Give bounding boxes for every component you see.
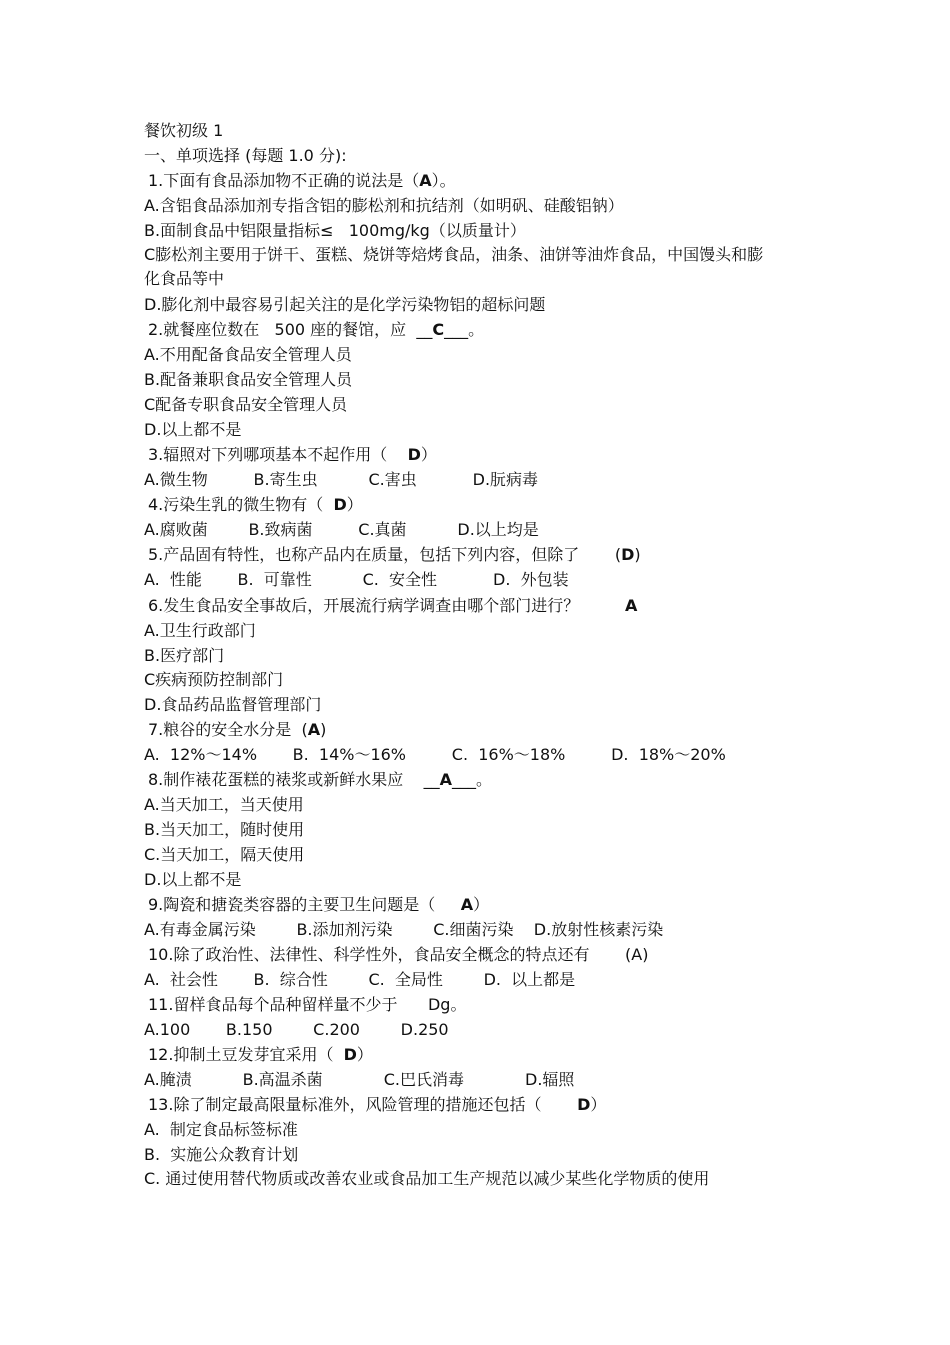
question-8 [148, 770, 492, 790]
question-stem: 5.产品固有特性，也称产品内在质量，包括下列内容，但除了 ( [148, 545, 622, 564]
question-12 [148, 1045, 373, 1065]
answer-mark: D [621, 545, 635, 564]
question-tail: ) [634, 545, 641, 564]
question-tail: ）。 [431, 171, 456, 190]
answer-mark: A [625, 596, 638, 615]
answer-mark: A [419, 171, 432, 190]
question-stem: 8.制作裱花蛋糕的裱浆或新鲜水果应 __ [148, 770, 440, 789]
option-line: A. 性能 B. 可靠性 C. 安全性 D. 外包装 [144, 570, 569, 589]
option-line: C疾病预防控制部门 [144, 670, 284, 689]
question-tail: ） [420, 445, 437, 464]
option-line: A.含铝食品添加剂专指含铝的膨松剂和抗结剂（如明矾、硅酸铝钠） [144, 196, 624, 215]
question-7 [148, 720, 326, 740]
question-tail: ） [590, 1095, 607, 1114]
question-tail: ） [356, 1045, 373, 1064]
option-line: C膨松剂主要用于饼干、蛋糕、烧饼等焙烤食品，油条、油饼等油炸食品，中国馒头和膨化食品等中 [144, 245, 764, 288]
option-line: B.面制食品中铝限量指标≤ 100mg/kg（以质量计） [144, 221, 526, 240]
option-line: A. 12%～14% B. 14%～16% C. 16%～18% D. 18%～20% [144, 745, 726, 764]
question-5 [148, 545, 641, 565]
question-tail: ） [473, 895, 490, 914]
answer-mark: D [407, 445, 421, 464]
answer-mark: D [333, 495, 347, 514]
question-1 [148, 171, 456, 191]
option-line: A.100 B.150 C.200 D.250 [144, 1020, 449, 1039]
option-line: C. 通过使用替代物质或改善农业或食品加工生产规范以减少某些化学物质的使用 [144, 1169, 710, 1188]
section-heading: 一、单项选择 (每题 1.0 分): [144, 146, 347, 165]
option-line: D.以上都不是 [144, 870, 242, 889]
option-line: A.不用配备食品安全管理人员 [144, 345, 352, 364]
option-line: B. 实施公众教育计划 [144, 1145, 299, 1164]
question-stem: 12.抑制土豆发芽宜采用（ [148, 1045, 344, 1064]
option-line: A.有毒金属污染 B.添加剂污染 C.细菌污染 D.放射性核素污染 [144, 920, 664, 939]
answer-mark: C [432, 320, 445, 339]
option-line: A. 社会性 B. 综合性 C. 全局性 D. 以上都是 [144, 970, 576, 989]
question-tail: ） [346, 495, 363, 514]
option-line: A. 制定食品标签标准 [144, 1120, 298, 1139]
question-6 [148, 596, 637, 616]
question-tail: ___。 [444, 320, 485, 339]
option-line: B.医疗部门 [144, 646, 225, 665]
question-3 [148, 445, 437, 465]
question-tail: ) [320, 720, 327, 739]
option-line: D.膨化剂中最容易引起关注的是化学污染物铝的超标问题 [144, 295, 546, 314]
option-line: D.以上都不是 [144, 420, 242, 439]
answer-mark: D [577, 1095, 591, 1114]
answer-mark: A [439, 770, 453, 789]
question-stem: 6.发生食品安全事故后，开展流行病学调查由哪个部门进行？ [148, 596, 626, 615]
question-stem: 4.污染生乳的微生物有（ [148, 495, 334, 514]
option-line: C配备专职食品安全管理人员 [144, 395, 348, 414]
question-stem: 7.粮谷的安全水分是 ( [148, 720, 308, 739]
option-line: A.微生物 B.寄生虫 C.害虫 D.朊病毒 [144, 470, 539, 489]
question-4 [148, 495, 363, 515]
question-9 [148, 895, 489, 915]
question-stem: 9.陶瓷和搪瓷类容器的主要卫生问题是（ [148, 895, 461, 914]
option-line: C.当天加工，隔天使用 [144, 845, 305, 864]
doc-title: 餐饮初级 1 [144, 121, 224, 140]
question-stem: 13.除了制定最高限量标准外，风险管理的措施还包括（ [148, 1095, 578, 1114]
question-tail: ___。 [452, 770, 493, 789]
option-line: A.当天加工，当天使用 [144, 795, 304, 814]
question-13 [148, 1095, 606, 1115]
option-line: D.食品药品监督管理部门 [144, 695, 322, 714]
question-2 [148, 320, 484, 340]
option-line: B.配备兼职食品安全管理人员 [144, 370, 353, 389]
option-line: A.腌渍 B.高温杀菌 C.巴氏消毒 D.辐照 [144, 1070, 575, 1089]
answer-mark: A [460, 895, 474, 914]
question-10: 10.除了政治性、法律性、科学性外，食品安全概念的特点还有 (A) [148, 945, 649, 964]
answer-mark: D [343, 1045, 357, 1064]
question-stem: 1.下面有食品添加物不正确的说法是（ [148, 171, 420, 190]
answer-mark: A [307, 720, 321, 739]
option-line: B.当天加工，随时使用 [144, 820, 305, 839]
question-stem: 2.就餐座位数在 500 座的餐馆，应 __ [148, 320, 433, 339]
question-11: 11.留样食品每个品种留样量不少于 Dg。 [148, 995, 467, 1014]
question-stem: 3.辐照对下列哪项基本不起作用（ [148, 445, 408, 464]
option-line: A.腐败菌 B.致病菌 C.真菌 D.以上均是 [144, 520, 539, 539]
option-line: A.卫生行政部门 [144, 621, 256, 640]
